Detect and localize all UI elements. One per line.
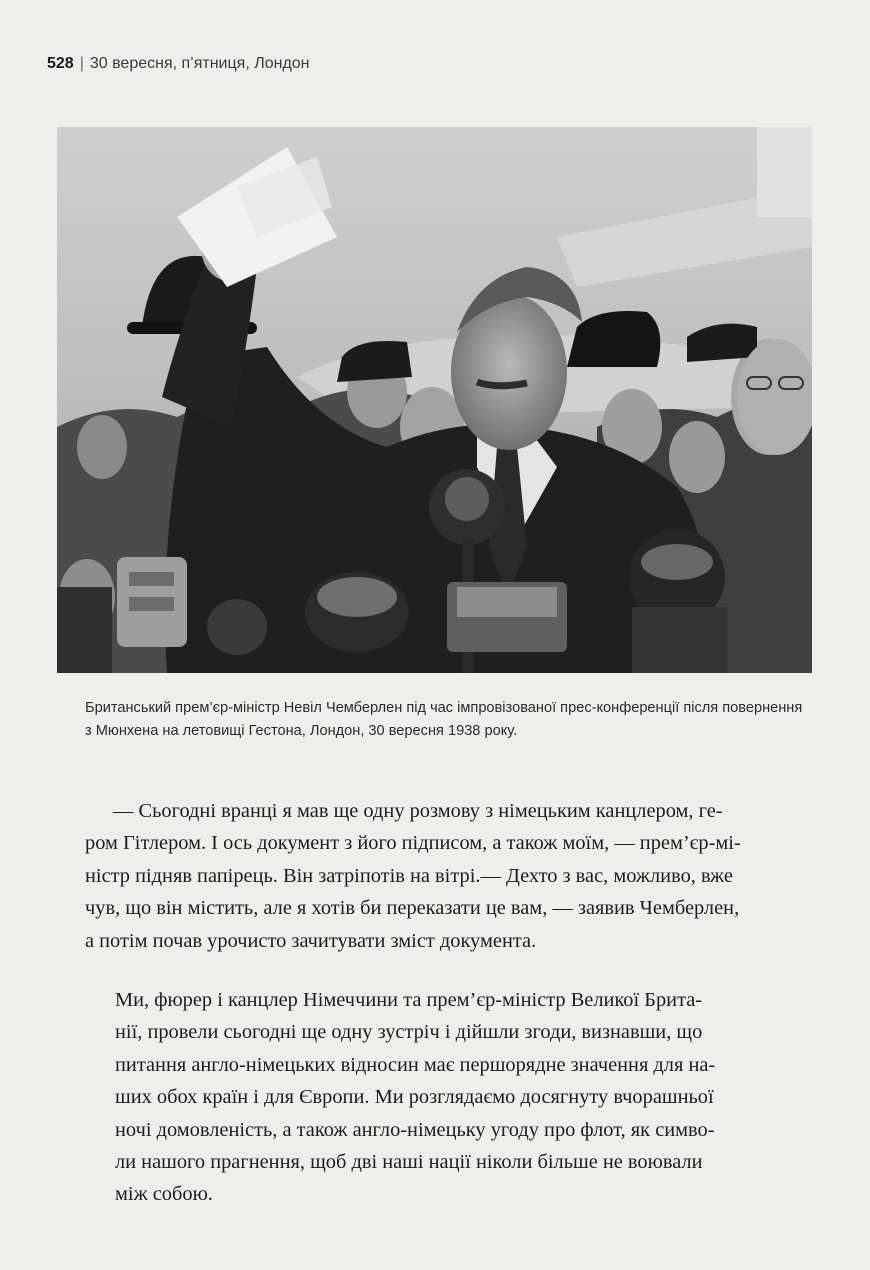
- caption-line: Британський прем’єр-міністр Невіл Чемберлен під час імпровізованої прес-конференції після повернення: [85, 700, 803, 716]
- quote-line: ночі домовленість, а також англо-німецьку угоду про флот, як симво-: [115, 1118, 715, 1141]
- header-separator: |: [79, 55, 84, 72]
- caption-line: з Мюнхена на летовищі Гестона, Лондон, 30 вересня 1938 року.: [85, 723, 518, 739]
- quoted-declaration: [115, 984, 757, 1211]
- page-number: 528: [47, 55, 74, 72]
- chamberlain-photo: [57, 127, 812, 673]
- body-line: чув, що він містить, але я хотів би переказати це вам, — заявив Чемберлен,: [85, 897, 740, 920]
- body-line: — Сьогодні вранці я мав ще одну розмову з німецьким канцлером, ге-: [113, 800, 723, 822]
- body-line: ністр підняв папірець. Він затріпотів на вітрі.— Дехто з вас, можливо, вже: [85, 864, 733, 887]
- quote-line: Ми, фюрер і канцлер Німеччини та прем’єр-міністр Великої Брита-: [115, 989, 703, 1011]
- page-header: [47, 55, 310, 73]
- quote-line: ших обох країн і для Європи. Ми розглядаємо досягнуту вчорашньої: [115, 1086, 714, 1109]
- quote-line: нії, провели сьогодні ще одну зустріч і дійшли згоди, визнавши, що: [115, 1021, 703, 1044]
- quote-line: питання англо-німецьких відносин має першорядне значення для на-: [115, 1053, 716, 1076]
- body-paragraph: [85, 795, 820, 957]
- quote-line: між собою.: [115, 1183, 213, 1206]
- running-title: 30 вересня, п’ятниця, Лондон: [89, 55, 310, 72]
- body-line: а потім почав урочисто зачитувати зміст документа.: [85, 929, 537, 952]
- quote-line: ли нашого прагнення, щоб дві наші нації ніколи більше не воювали: [115, 1151, 703, 1174]
- photo-caption: [85, 697, 815, 743]
- body-line: ром Гітлером. І ось документ з його підписом, а також моїм, — прем’єр-мі-: [85, 832, 741, 855]
